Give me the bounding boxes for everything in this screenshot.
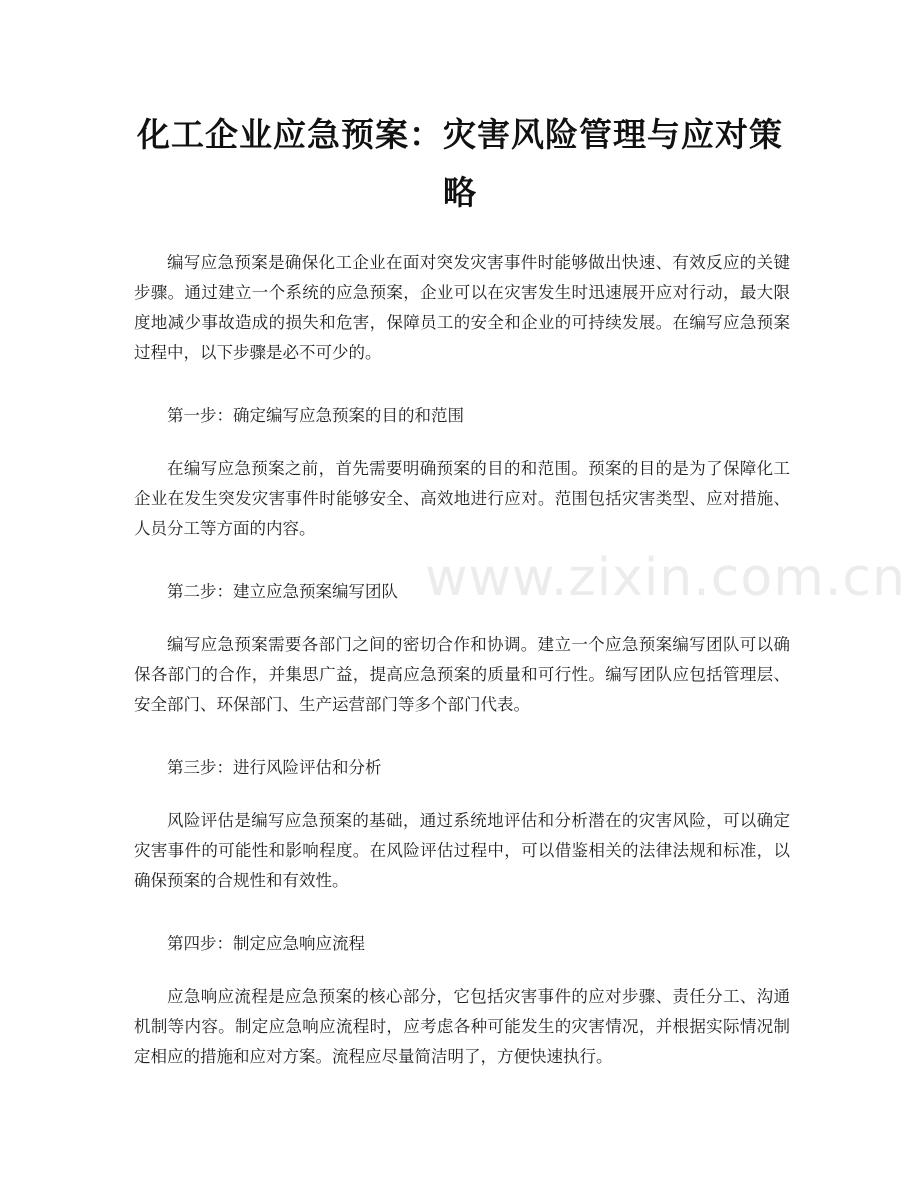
step-1-body: 在编写应急预案之前，首先需要明确预案的目的和范围。预案的目的是为了保障化工企业在发生突发灾害事件时能够安全、高效地进行应对。范围包括灾害类型、应对措施、人员分工等方面的内容。 [134, 459, 790, 538]
step-2-heading: 第二步：建立应急预案编写团队 [167, 582, 398, 601]
step-2-body: 编写应急预案需要各部门之间的密切合作和协调。建立一个应急预案编写团队可以确保各部门的合作，并集思广益，提高应急预案的质量和可行性。编写团队应包括管理层、安全部门、环保部门、生产运营部门等多个部门代表。 [134, 635, 790, 714]
document-body [134, 248, 790, 1105]
step-3-heading: 第三步：进行风险评估和分析 [167, 758, 382, 777]
step-3-body: 风险评估是编写应急预案的基础，通过系统地评估和分析潜在的灾害风险，可以确定灾害事件的可能性和影响程度。在风险评估过程中，可以借鉴相关的法律法规和标准，以确保预案的合规性和有效性。 [134, 811, 790, 890]
step-4-heading: 第四步：制定应急响应流程 [167, 934, 365, 953]
intro-paragraph: 编写应急预案是确保化工企业在面对突发灾害事件时能够做出快速、有效反应的关键步骤。通过建立一个系统的应急预案，企业可以在灾害发生时迅速展开应对行动，最大限度地减少事故造成的损失和危害，保障员工的安全和企业的可持续发展。在编写应急预案过程中，以下步骤是必不可少的。 [134, 253, 790, 362]
watermark-text: www.zixin.com.cn [425, 548, 906, 608]
step-4-body: 应急响应流程是应急预案的核心部分，它包括灾害事件的应对步骤、责任分工、沟通机制等内容。制定应急响应流程时，应考虑各种可能发生的灾害情况，并根据实际情况制定相应的措施和应对方案。流程应尽量简洁明了，方便快速执行。 [134, 987, 790, 1066]
document-title: 化工企业应急预案：灾害风险管理与应对策略 [137, 115, 783, 212]
step-1-heading: 第一步：确定编写应急预案的目的和范围 [167, 406, 464, 425]
